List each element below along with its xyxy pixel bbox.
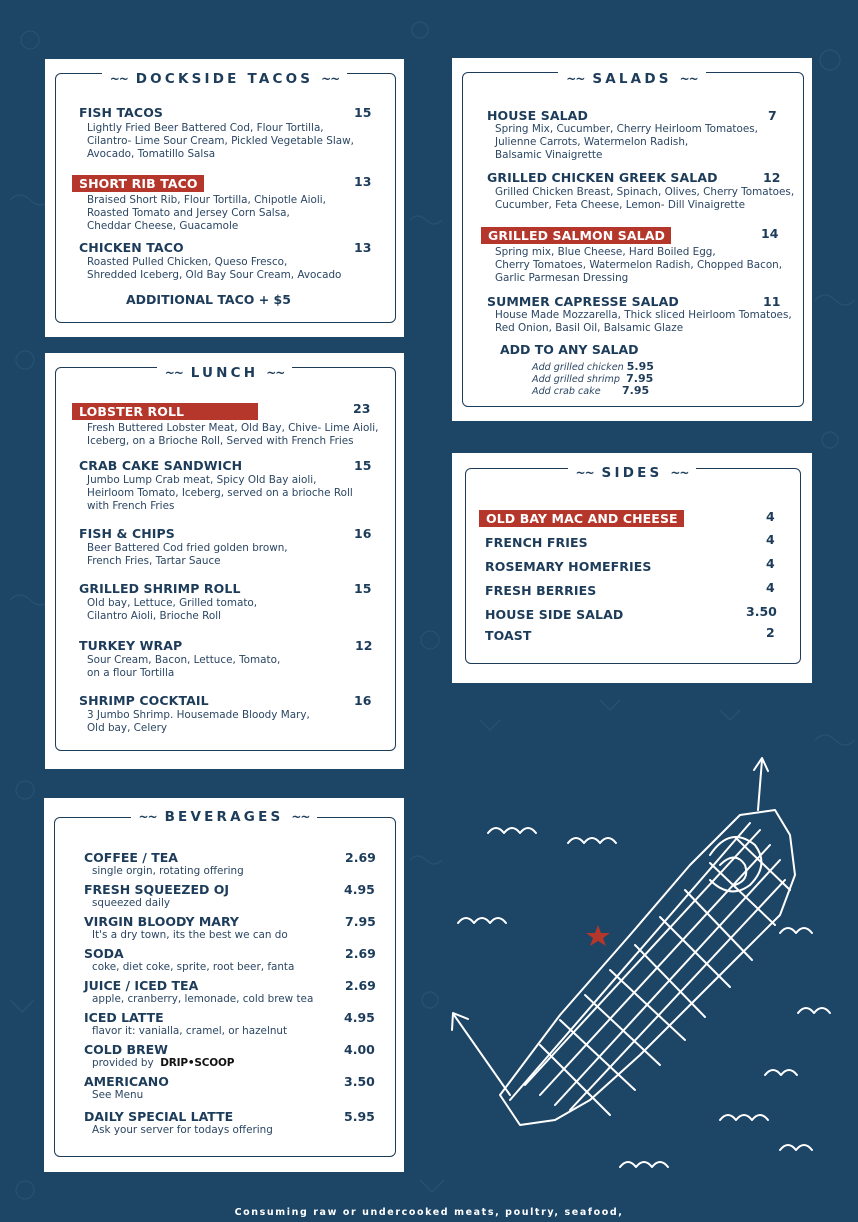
side-item: FRESH BERRIES (485, 583, 597, 598)
salads-card (452, 58, 812, 421)
additional-taco: ADDITIONAL TACO + $5 (126, 292, 291, 307)
item-price: 4 (766, 532, 775, 547)
wave-icon: ~~ (291, 810, 310, 824)
wave-icon: ~~ (670, 466, 689, 480)
menu-item: SHORT RIB TACO Braised Short Rib, Flour Tortilla, Chipotle Aioli, Roasted Tomato and Jersey Corn Salsa, Cheddar Cheese, Guacamole (72, 173, 326, 232)
wave-icon: ~~ (321, 72, 340, 86)
wave-icon: ~~ (109, 72, 128, 86)
menu-item: CHICKEN TACO Roasted Pulled Chicken, Queso Fresco, Shredded Iceberg, Old Bay Sour Cream, Avocado (79, 240, 342, 281)
side-item: HOUSE SIDE SALAD (485, 607, 624, 622)
item-price: 13 (354, 174, 372, 189)
menu-item: SHRIMP COCKTAIL 3 Jumbo Shrimp. Housemade Bloody Mary, Old bay, Celery (79, 693, 310, 734)
item-price: 12 (355, 638, 373, 653)
item-price: 15 (354, 105, 372, 120)
menu-item: GRILLED SHRIMP ROLL Old bay, Lettuce, Grilled tomato, Cilantro Aioli, Brioche Roll (79, 581, 258, 622)
menu-item: FISH TACOS Lightly Fried Beer Battered Cod, Flour Tortilla, Cilantro- Lime Sour Cream, Pickled Vegetable Slaw, Avocado, Tomatillo Salsa (79, 105, 354, 160)
item-price: 4.95 (344, 1010, 375, 1025)
menu-item: GRILLED CHICKEN GREEK SALAD Grilled Chicken Breast, Spinach, Olives, Cherry Tomatoes, Cucumber, Feta Cheese, Lemon- Dill Vinaigrette (487, 170, 795, 211)
add-on-item: Add grilled chicken 5.95 (532, 360, 654, 373)
item-price: 14 (761, 226, 779, 241)
item-price: 2.69 (345, 850, 376, 865)
lunch-title: ~~ LUNCH ~~ (45, 365, 404, 381)
add-to-salad-title: ADD TO ANY SALAD (500, 342, 639, 357)
island-map-illustration (440, 755, 858, 1195)
item-price: 16 (354, 693, 372, 708)
menu-item: SUMMER CAPRESSE SALAD House Made Mozzarella, Thick sliced Heirloom Tomatoes, Red Onion, Basil Oil, Balsamic Glaze (487, 294, 792, 334)
beverages-card (44, 798, 404, 1172)
item-price: 7.95 (345, 914, 376, 929)
item-price: 12 (763, 170, 781, 185)
drip-scoop-logo: DRIP•SCOOP (160, 1057, 235, 1069)
beverage-item: SODA coke, diet coke, sprite, root beer, fanta (84, 946, 295, 973)
side-item: OLD BAY MAC AND CHEESE (479, 508, 684, 527)
beverages-title: ~~ BEVERAGES ~~ (44, 809, 404, 825)
beverage-item: ICED LATTE flavor it: vanialla, cramel, or hazelnut (84, 1010, 288, 1037)
beverage-item: AMERICANO See Menu (84, 1074, 169, 1101)
tacos-card (45, 59, 404, 337)
item-price: 3.50 (746, 604, 777, 619)
item-price: 3.50 (344, 1074, 375, 1089)
menu-item: TURKEY WRAP Sour Cream, Bacon, Lettuce, Tomato, on a flour Tortilla (79, 638, 281, 679)
item-price: 5.95 (344, 1109, 375, 1124)
footer-disclaimer: Consuming raw or undercooked meats, poultry, seafood, (234, 1207, 624, 1218)
wave-icon: ~~ (575, 466, 594, 480)
side-item: TOAST (485, 628, 532, 643)
item-price: 16 (354, 526, 372, 541)
item-price: 23 (353, 401, 371, 416)
item-price: 4 (766, 509, 775, 524)
tacos-title: ~~ DOCKSIDE TACOS ~~ (45, 71, 404, 87)
wave-icon: ~~ (266, 366, 285, 380)
sides-title: ~~ SIDES ~~ (452, 465, 812, 481)
add-on-item: Add crab cake 7.95 (532, 384, 650, 397)
side-item: FRENCH FRIES (485, 535, 588, 550)
sides-card (452, 453, 812, 683)
beverage-item: COLD BREW provided by DRIP•SCOOP (84, 1042, 235, 1069)
menu-item: FISH & CHIPS Beer Battered Cod fried golden brown, French Fries, Tartar Sauce (79, 526, 288, 567)
beverage-item: COFFEE / TEA single orgin, rotating offering (84, 850, 244, 877)
item-price: 4.95 (344, 882, 375, 897)
menu-item: GRILLED SALMON SALAD Spring mix, Blue Cheese, Hard Boiled Egg, Cherry Tomatoes, Watermelon Radish, Chopped Bacon, Garlic Parmesan Dressing (481, 225, 782, 284)
item-price: 7 (768, 108, 777, 123)
side-item: ROSEMARY HOMEFRIES (485, 559, 652, 574)
item-price: 11 (763, 294, 781, 309)
item-price: 15 (354, 581, 372, 596)
wave-icon: ~~ (138, 810, 157, 824)
salads-title: ~~ SALADS ~~ (452, 71, 812, 87)
wave-icon: ~~ (679, 72, 698, 86)
lunch-card (45, 353, 404, 769)
item-price: 2 (766, 625, 775, 640)
item-price: 15 (354, 458, 372, 473)
beverage-item: VIRGIN BLOODY MARY It's a dry town, its the best we can do (84, 914, 288, 941)
item-price: 2.69 (345, 946, 376, 961)
menu-item: HOUSE SALAD Spring Mix, Cucumber, Cherry Heirloom Tomatoes, Julienne Carrots, Watermelon Radish, Balsamic Vinaigrette (487, 108, 758, 161)
star-icon (586, 925, 610, 946)
item-price: 4.00 (344, 1042, 375, 1057)
wave-icon: ~~ (164, 366, 183, 380)
beverage-item: FRESH SQUEEZED OJ squeezed daily (84, 882, 229, 909)
item-price: 4 (766, 556, 775, 571)
item-price: 2.69 (345, 978, 376, 993)
beverage-item: DAILY SPECIAL LATTE Ask your server for todays offering (84, 1109, 273, 1136)
add-on-item: Add grilled shrimp 7.95 (532, 372, 654, 385)
wave-icon: ~~ (566, 72, 585, 86)
menu-item: LOBSTER ROLL Fresh Buttered Lobster Meat, Old Bay, Chive- Lime Aioli, Iceberg, on a Brioche Roll, Served with French Fries (72, 401, 378, 448)
menu-item: CRAB CAKE SANDWICH Jumbo Lump Crab meat, Spicy Old Bay aioli, Heirloom Tomato, Iceberg, served on a brioche Roll with French Fries (79, 458, 353, 512)
item-price: 4 (766, 580, 775, 595)
item-price: 13 (354, 240, 372, 255)
beverage-item: JUICE / ICED TEA apple, cranberry, lemonade, cold brew tea (84, 978, 314, 1005)
